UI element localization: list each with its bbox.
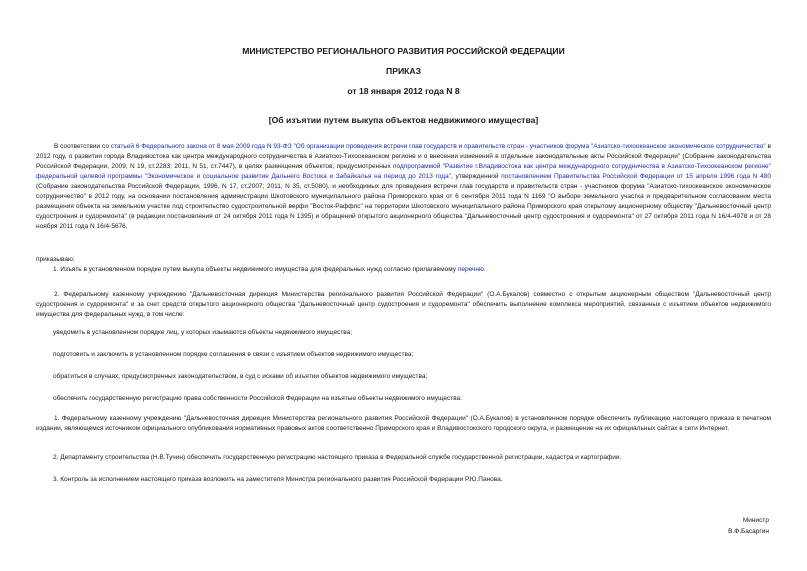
publication-paragraph: 1. Федеральному казенному учреждению "Дальневосточная дирекция Министерства регионального развития Российской Федерации" (О.А.Букалов) в установленном порядке обеспечить публикацию настоящего приказа в печатном издании, являющемся источником официального опубликования нормативных правовых актов соответственно Приморского края и Владивостокского городского округа, и размещение на их официальных сайтах в сети Интернет. bbox=[36, 415, 771, 432]
preamble-text-2: в 2012 году, о развитии города Владивостока как центра международного сотрудничества в Азиатско-Тихоокеанском регионе и о внесении изменений в отдельные законодательные акты Российской Федерации" (Собрание законодательства Российской Федерации, 2009, N 19, ст.2283; 2011, N 51, ст.7447), в целях размещения объектов, предусмотренных bbox=[36, 143, 771, 170]
signatory-position: Министр bbox=[742, 517, 769, 524]
item-1-text: 1. Изъять в установленном порядке путем выкупа объекты недвижимого имущества для федеральных нужд согласно прилагаемому bbox=[53, 266, 458, 273]
subprogram-link[interactable]: подпрограммой "Развитие г.Владивостока как центра международного сотрудничества в Азиатско-Тихоокеанском регионе" федеральной целевой программы "Экономическое и социальное развитие Дальнего Востока и Забайкалья на период до 2013 года" bbox=[36, 163, 771, 180]
date-number-heading: от 18 января 2012 года N 8 bbox=[347, 86, 460, 96]
resolution-480-link[interactable]: постановлением Правительства Российской Федерации от 15 апреля 1996 года N 480 bbox=[501, 173, 772, 180]
registration-paragraph: 2. Департаменту строительства (Н.В.Тучин) обеспечить государственную регистрацию настоящего приказа в Федеральной службе государственной регистрации, кадастра и картографии. bbox=[53, 454, 622, 461]
doc-type-heading: ПРИКАЗ bbox=[386, 66, 421, 76]
sub-item-registration: обеспечить государственную регистрацию права собственности Российской Федерации на изъятые объекты недвижимого имущества. bbox=[53, 395, 463, 402]
control-paragraph: 3. Контроль за исполнением настоящего приказа возложить на заместителя Министра регионального развития Российской Федерации Р.Ю.Панова. bbox=[53, 476, 503, 483]
item-1-paragraph bbox=[53, 265, 486, 275]
preamble-text-4: (Собрание законодательства Российской Федерации, 1996, N 17, ст.2007; 2011, N 35, ст.5080), и необходимых для проведения встречи глав государств и правительств стран - участников форума "Азиатско-тихоокеанское экономическое сотрудничество" в 2012 году, на основании постановления администрации Шкотовского муниципального района Приморского края от 6 сентября 2011 года N 1169 "О выборе земельного участка и предварительном согласовании места размещения объекта на земельном участке под строительство судостроительной верфи "Восток-Раффлс" на территории Шкотовского муниципального района Приморского края открытому акционерному обществу "Дальневосточный центр судостроения и судоремонта" (в редакции постановления от 24 октября 2011 года N 1395) и обращений открытого акционерного общества "Дальневосточный центр судостроения и судоремонта" от 27 октября 2011 года N 16/4-4978 и от 28 ноября 2011 года N 16/4-5676, bbox=[36, 183, 771, 230]
property-list-link[interactable]: перечню bbox=[457, 266, 484, 273]
preamble-text-3: , утвержденной bbox=[451, 173, 502, 180]
document-title: [Об изъятии путем выкупа объектов недвижимого имущества] bbox=[268, 115, 539, 125]
item-1-tail: . bbox=[483, 266, 486, 273]
ministry-heading: МИНИСТЕРСТВО РЕГИОНАЛЬНОГО РАЗВИТИЯ РОССИЙСКОЙ ФЕДЕРАЦИИ bbox=[242, 46, 565, 56]
sub-item-court: обратиться в случаях, предусмотренных законодательством, в суд с исками об изъятии объектов недвижимого имущества; bbox=[53, 373, 428, 380]
item-2-paragraph: 2. Федеральному казенному учреждению "Дальневосточная дирекция Министерства регионального развития Российской Федерации" (О.А.Букалов) совместно с открытым акционерным обществом "Дальневосточный центр судостроения и судоремонта" и за счет средств открытого акционерного общества "Дальневосточный центр судостроения и судоремонта" обеспечить выполнение комплекса мероприятий, связанных с изъятием объектов недвижимого имущества для федеральных нужд, в том числе: bbox=[36, 291, 771, 318]
preamble-paragraph bbox=[36, 142, 771, 232]
preamble-text-1: В соответствии со bbox=[54, 143, 111, 150]
law-93-fz-link[interactable]: статьей 6 Федерального закона от 8 мая 2009 года N 93-ФЗ "Об организации проведения встречи глав государств и правительств стран - участников форума "Азиатско-тихоокеанское экономическое сотрудничество" bbox=[110, 143, 766, 150]
sub-item-agreements: подготовить и заключить в установленном порядке соглашения в связи с изъятием объектов недвижимого имущества; bbox=[53, 351, 414, 358]
sub-item-notify: уведомить в установленном порядке лиц, у которых изымаются объекты недвижимого имущества; bbox=[53, 329, 353, 336]
order-word: приказываю: bbox=[36, 256, 75, 263]
signatory-name: В.Ф.Басаргин bbox=[728, 528, 769, 535]
